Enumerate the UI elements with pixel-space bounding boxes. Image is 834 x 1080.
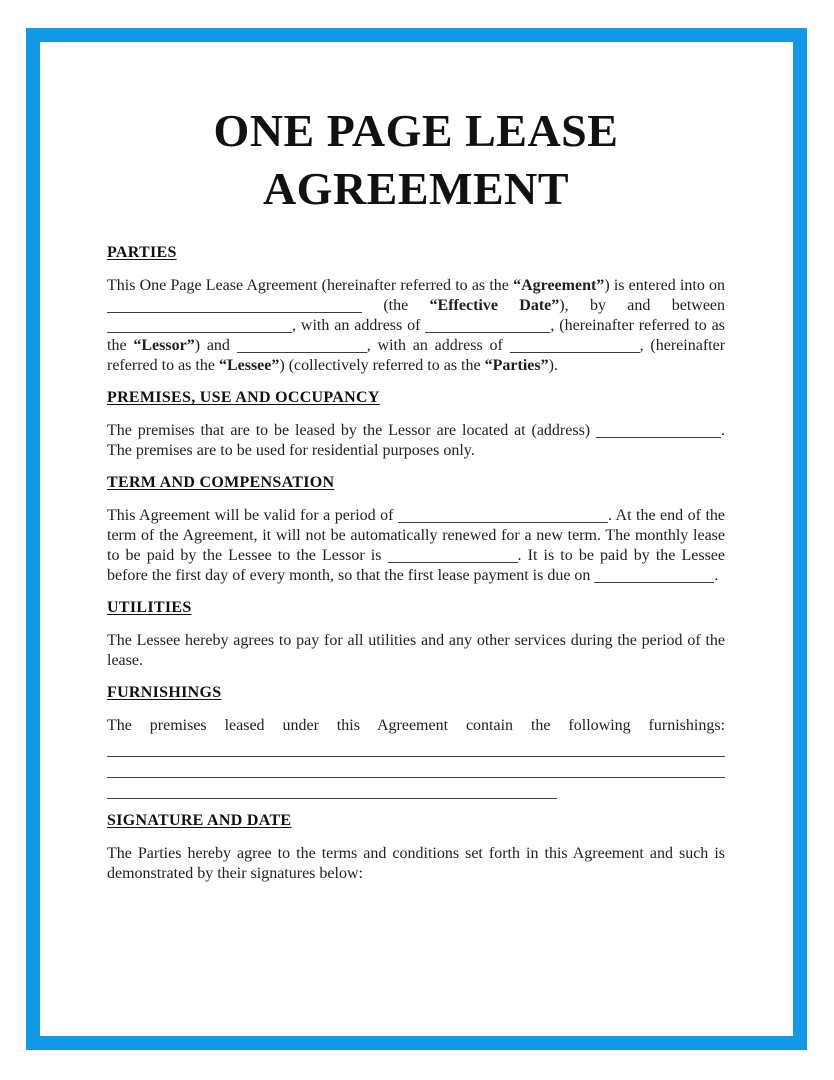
emphasized-term: “Lessor” (133, 337, 195, 354)
body-text: , (hereinafter referred to as the (107, 337, 726, 374)
body-text: , with an address of (292, 317, 426, 334)
body-text: This Agreement will be valid for a period of (107, 507, 398, 524)
lessee-address-blank (510, 337, 640, 353)
term-paragraph (107, 506, 725, 586)
first-payment-due-blank (594, 567, 714, 583)
section-heading-term: TERM AND COMPENSATION (107, 474, 335, 491)
document-content (40, 42, 793, 884)
body-text: The Lessee hereby agrees to pay for all utilities and any other services during the period of the lease. (107, 632, 725, 669)
section-heading-signature: SIGNATURE AND DATE (107, 812, 292, 829)
lessee-name-blank (237, 337, 367, 353)
body-text: , (hereinafter referred to as the (107, 317, 726, 354)
furnishings-line-1 (107, 736, 725, 757)
body-text: ), by and between (559, 297, 726, 314)
body-text: , with an address of (366, 337, 510, 354)
document-title-line-2: AGREEMENT (262, 163, 570, 214)
furnishings-line-2 (107, 757, 725, 778)
section-heading-furnishings: FURNISHINGS (107, 684, 222, 701)
body-text: The premises leased under this Agreement contain the following furnishings: (107, 717, 725, 734)
body-text: . It is to be paid by the Lessee before the first day of every month, so that the first lease payment is due on (107, 547, 725, 584)
effective-date-blank (107, 297, 362, 313)
emphasized-term: “Agreement” (513, 277, 605, 294)
emphasized-term: “Effective Date” (429, 297, 560, 314)
lessor-name-blank (107, 317, 292, 333)
parties-paragraph (107, 276, 725, 376)
utilities-paragraph (107, 631, 725, 671)
lease-period-blank (398, 507, 608, 523)
body-text: . At the end of the term of the Agreement, it will not be automatically renewed for a new term. The monthly lease to be paid by the Lessee to the Lessor is (107, 507, 725, 564)
body-text: (the (362, 297, 430, 314)
premises-paragraph (107, 421, 725, 461)
page-border-frame (26, 28, 807, 1050)
document-body (107, 245, 725, 884)
body-text: ). (548, 357, 558, 374)
section-heading-utilities: UTILITIES (107, 599, 192, 616)
emphasized-term: “Lessee” (218, 357, 280, 374)
body-text: . The premises are to be used for residential purposes only. (107, 422, 725, 459)
body-text: ) is entered into on (604, 277, 726, 294)
document-title-line-1: ONE PAGE LEASE (213, 105, 619, 156)
body-text: ) (collectively referred to as the (279, 357, 485, 374)
body-text: . (714, 567, 719, 584)
section-heading-parties: PARTIES (107, 244, 177, 261)
monthly-lease-amount-blank (388, 547, 518, 563)
furnishings-paragraph (107, 716, 725, 736)
body-text: ) and (194, 337, 237, 354)
body-text: The Parties hereby agree to the terms and conditions set forth in this Agreement and such is demonstrated by their signatures below: (107, 845, 725, 882)
emphasized-term: “Parties” (484, 357, 549, 374)
premises-address-blank (596, 422, 721, 438)
furnishings-line-3 (107, 778, 557, 799)
document-title (107, 102, 725, 218)
section-heading-premises: PREMISES, USE AND OCCUPANCY (107, 389, 380, 406)
body-text: The premises that are to be leased by the Lessor are located at (address) (107, 422, 596, 439)
lessor-address-blank (425, 317, 550, 333)
signature-paragraph (107, 844, 725, 884)
body-text: This One Page Lease Agreement (hereinafter referred to as the (107, 277, 514, 294)
